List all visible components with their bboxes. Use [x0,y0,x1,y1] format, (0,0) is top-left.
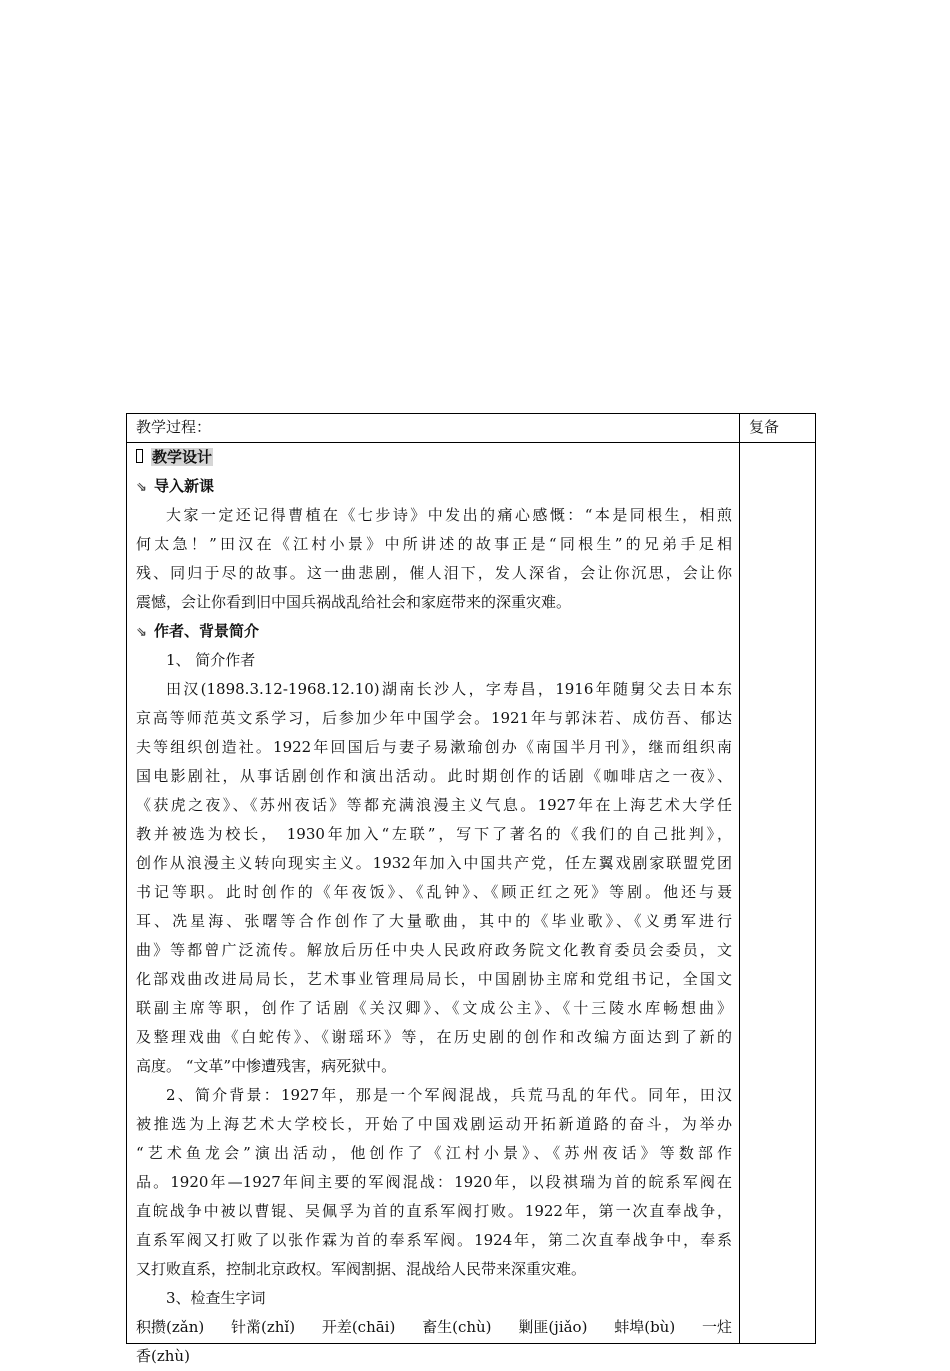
paragraph-line: 耳、冼星海、张曙等合作创作了大量歌曲，其中的《毕业歌》、《义勇军进行 [136,912,732,930]
author-heading: ⇘ 作者、背景简介 [136,617,732,646]
vocab-item: 开差(chāi) [321,1318,396,1336]
vocab-item: 蚌埠(bù) [614,1318,676,1336]
arrow-bullet-icon: ⇘ [136,625,147,640]
paragraph-line: 残、同归于尽的故事。这一曲悲剧，催人泪下，发人深省，会让你沉思，会让你 [136,564,732,582]
paragraph-line: 化部戏曲改进局局长，艺术事业管理局局长，中国剧协主席和党组书记，全国文 [136,970,732,988]
paragraph-line: 何太急！”田汉在《江村小景》中所讲述的故事正是“同根生”的兄弟手足相 [136,535,732,553]
header-process-label: 教学过程： [136,418,212,436]
section-title: 教学设计 [136,443,732,472]
paragraph-line: 教并被选为校长， 1930年加入“左联”，写下了著名的《我们的自己批判》， [136,825,732,843]
main-content [136,443,732,1371]
arrow-bullet-icon: ⇘ [136,480,147,495]
paragraph-line: 书记等职。此时创作的《年夜饭》、《乱钟》、《顾正红之死》等剧。他还与聂 [136,883,732,901]
paragraph-line: 《获虎之夜》、《苏州夜话》等都充满浪漫主义气息。1927年在上海艺术大学任 [136,796,732,814]
paragraph-line: 品。1920年—1927年间主要的军阀混战：1920年，以段祺瑞为首的皖系军阀在 [136,1173,732,1191]
paragraph-line: 国电影剧社，从事话剧创作和演出活动。此时期创作的话剧《咖啡店之一夜》、 [136,767,732,785]
vocab-item: 针黹(zhǐ) [230,1318,296,1336]
paragraph-line: 震憾，会让你看到旧中国兵祸战乱给社会和家庭带来的深重灾难。 [136,593,572,611]
vocab-item: 积攒(zǎn) [136,1318,205,1336]
vocab-item: 畜生(chù) [422,1318,492,1336]
paragraph-line: 高度。 “文革”中惨遭残害，病死狱中。 [136,1057,397,1075]
paragraph-line: 创作从浪漫主义转向现实主义。1932年加入中国共产党，任左翼戏剧家联盟党团 [136,854,732,872]
paragraph-line: 曲》等都曾广泛流传。解放后历任中央人民政府政务院文化教育委员会委员，文 [136,941,732,959]
paragraph-line: 京高等师范英文系学习，后参加少年中国学会。1921年与郭沫若、成仿吾、郁达 [136,709,732,727]
header-review-label: 复备 [749,418,780,436]
subheading-vocab: 3、检查生字词 [166,1289,266,1307]
paragraph-line: 又打败直系，控制北京政权。军阀割据、混战给人民带来深重灾难。 [136,1260,587,1278]
paragraph-line: 直系军阀又打败了以张作霖为首的奉系军阀。1924年，第二次直奉战争中，奉系 [136,1231,732,1249]
paragraph-line: 被推选为上海艺术大学校长，开始了中国戏剧运动开拓新道路的奋斗，为举办 [136,1115,732,1133]
lesson-table [126,413,816,1365]
paragraph-line: 及整理戏曲《白蛇传》、《谢瑶环》等，在历史剧的创作和改编方面达到了新的 [136,1028,732,1046]
square-bullet-icon [136,449,143,463]
vocab-item: 剿匪(jiǎo) [518,1318,588,1336]
paragraph-line: 夫等组织创造社。1922年回国后与妻子易漱瑜创办《南国半月刊》，继而组织南 [136,738,732,756]
vocab-wrap-line: 香(zhù) [136,1347,190,1365]
paragraph-line: 联副主席等职，创作了话剧《关汉卿》、《文成公主》、《十三陵水库畅想曲》 [136,999,732,1017]
paragraph-line: “艺术鱼龙会”演出活动，他创作了《江村小景》、《苏州夜话》等数部作 [136,1144,732,1162]
paragraph-line: 2、简介背景：1927年，那是一个军阀混战，兵荒马乱的年代。同年，田汉 [166,1086,732,1104]
intro-heading: ⇘ 导入新课 [136,472,732,501]
subheading-author: 1、 简介作者 [166,651,256,669]
vocab-row [136,1313,732,1342]
paragraph-line: 直皖战争中被以曹锟、吴佩孚为首的直系军阀打败。1922年，第一次直奉战争， [136,1202,732,1220]
vocab-item: 一炷 [701,1318,732,1336]
column-divider [739,414,740,1343]
paragraph-line: 田汉(1898.3.12-1968.12.10)湖南长沙人，字寿昌，1916年随舅父去日本东 [166,680,732,698]
paragraph-line: 大家一定还记得曹植在《七步诗》中发出的痛心感慨：“本是同根生，相煎 [166,506,732,524]
